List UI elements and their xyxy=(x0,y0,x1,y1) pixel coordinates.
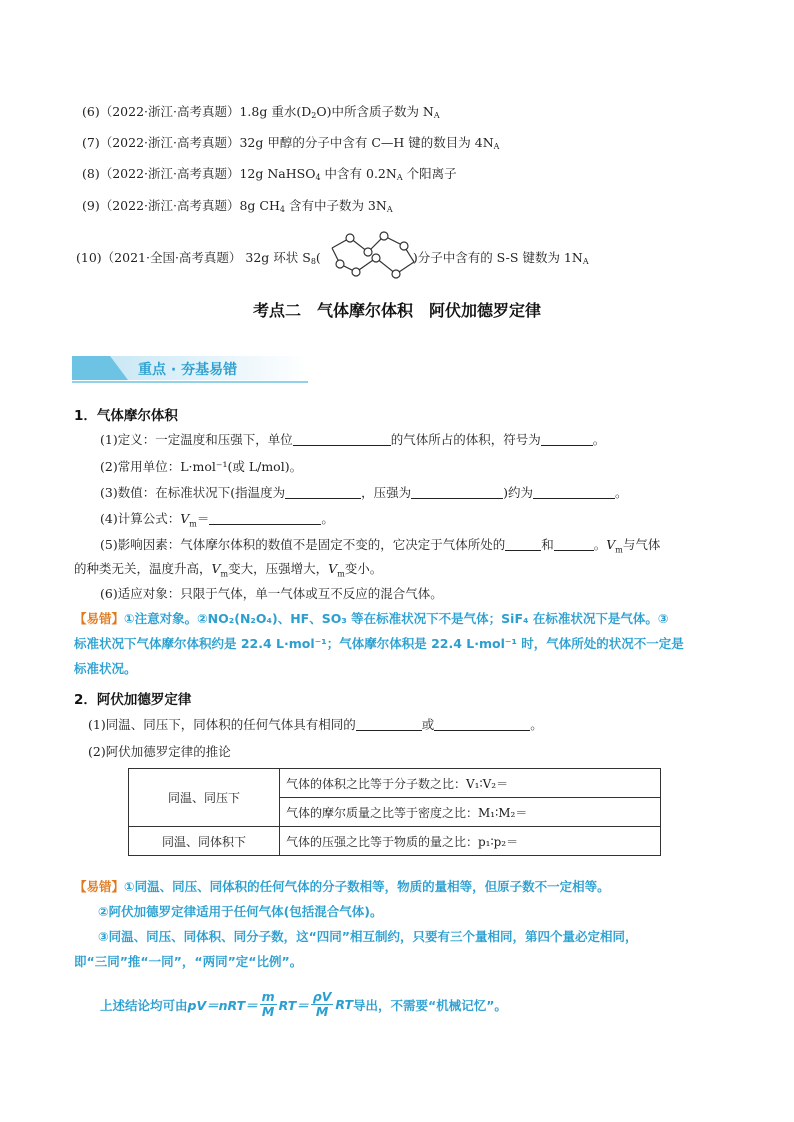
corollary-title: (2)阿伏加德罗定律的推论 xyxy=(88,744,231,759)
caution-tag: 【易错】 xyxy=(74,611,125,626)
text: 或 xyxy=(421,717,435,732)
subscript: A xyxy=(582,257,589,266)
text: )约为 xyxy=(503,485,533,500)
symbol: V xyxy=(606,537,616,552)
note-text: 上述结论均可由 xyxy=(100,997,188,1013)
question-text: O)中所含质子数为 N xyxy=(316,104,434,119)
fraction xyxy=(260,990,277,1019)
subscript: A xyxy=(433,111,440,120)
subscript: A xyxy=(386,205,393,214)
text: ，压强为 xyxy=(361,485,412,500)
numerator: m xyxy=(261,989,275,1004)
subscript: m xyxy=(220,569,229,579)
subscript: m xyxy=(189,519,197,529)
text: 变大，压强增大， xyxy=(228,561,329,576)
table-cell: 气体的压强之比等于物质的量之比：p₁∶p₂＝ xyxy=(280,827,661,856)
denominator: M xyxy=(315,1004,329,1019)
question-source: (7)（2022·浙江·高考真题） xyxy=(82,135,240,150)
text: 变小。 xyxy=(344,561,383,576)
question-text: 1.8g 重水(D xyxy=(239,104,312,119)
question-text: 8g CH xyxy=(239,198,280,213)
definition-line xyxy=(100,431,605,449)
question-source: (8)（2022·浙江·高考真题） xyxy=(82,166,240,181)
note-text: ③同温、同压、同体积、同分子数，这“四同”相互制约，只要有三个量相同，第四个量必定相同， xyxy=(98,929,638,944)
fill-blank xyxy=(533,485,615,499)
text: 与气体 xyxy=(622,537,661,552)
question-6 xyxy=(82,104,440,124)
text: 。 xyxy=(321,511,334,526)
note-text: 导出，不需要“机械记忆”。 xyxy=(352,997,507,1013)
note-text: ①同温、同压、同体积的任何气体的分子数相等，物质的量相等，但原子数不一定相等。 xyxy=(124,879,610,894)
table-row xyxy=(129,827,661,856)
s8-ring-icon xyxy=(326,228,426,280)
note-text: ①注意对象。②NO₂(N₂O₄)、HF、SO₃ 等在标准状况下不是气体；SiF₄ 在标准状况下是气体。③ xyxy=(124,611,669,626)
formula-note xyxy=(100,990,507,1019)
fill-blank xyxy=(505,537,541,551)
question-text: )分子中含有的 S-S 键数为 1N xyxy=(412,250,583,265)
text: 的种类无关，温度升高， xyxy=(74,561,212,576)
text: ＝ xyxy=(196,511,210,526)
question-text: 32g 甲醇的分子中含有 C—H 键的数目为 4N xyxy=(239,135,494,150)
text: 。 xyxy=(592,432,606,447)
formula-text: pV＝nRT＝ xyxy=(187,997,258,1013)
note-text: 标准状况下气体摩尔体积约是 22.4 L·mol⁻¹；气体摩尔体积是 22.4 L·mol⁻¹ 时，气体所处的状况不一定是 xyxy=(74,636,684,651)
fill-blank xyxy=(285,485,361,499)
table-cell: 同温、同体积下 xyxy=(129,827,280,856)
fill-blank xyxy=(554,537,594,551)
subscript: 8 xyxy=(310,257,316,266)
question-source: (10)（2021·全国·高考真题） xyxy=(76,250,242,265)
formula-text: RT＝ xyxy=(278,997,309,1013)
text: 。 xyxy=(593,537,607,552)
note-text: ②阿伏加德罗定律适用于任何气体(包括混合气体)。 xyxy=(98,904,383,919)
factor-line-1 xyxy=(100,536,660,560)
note-text: 即“三同”推“一同”，“两同”定“比例”。 xyxy=(74,954,303,969)
fill-blank xyxy=(209,511,321,525)
question-text: ( xyxy=(315,250,321,265)
subscript: A xyxy=(396,173,403,182)
law-line xyxy=(88,716,543,734)
section-title: 1．气体摩尔体积 xyxy=(74,408,178,424)
section-title: 2．阿伏加德罗定律 xyxy=(74,692,192,708)
text: (4)计算公式： xyxy=(100,511,181,526)
subscript: 4 xyxy=(279,205,285,214)
table-cell: 气体的摩尔质量之比等于密度之比：M₁∶M₂＝ xyxy=(280,798,661,827)
fill-blank xyxy=(411,485,503,499)
corollary-table xyxy=(128,768,661,856)
question-text: 个阳离子 xyxy=(402,166,457,181)
text: (3)数值：在标准状况下(指温度为 xyxy=(100,485,286,500)
text: 的气体所占的体积，符号为 xyxy=(390,432,541,447)
caution-note-1 xyxy=(74,606,724,681)
text: 。 xyxy=(615,485,628,500)
fraction xyxy=(311,990,334,1019)
subscript: m xyxy=(615,545,623,555)
symbol: V xyxy=(328,561,338,576)
denominator: M xyxy=(261,1004,275,1019)
formula-text: RT xyxy=(335,997,353,1012)
fill-blank xyxy=(541,432,593,446)
table-cell: 气体的体积之比等于分子数之比：V₁∶V₂＝ xyxy=(280,769,661,798)
fill-blank xyxy=(293,432,391,446)
unit-line: (2)常用单位：L·mol⁻¹(或 L/mol)。 xyxy=(100,459,303,474)
subscript: 4 xyxy=(315,173,321,182)
numerator: ρV xyxy=(312,989,332,1004)
question-9 xyxy=(82,198,393,218)
subscript: A xyxy=(493,142,500,151)
question-text: 中含有 0.2N xyxy=(320,166,397,181)
table-cell: 同温、同压下 xyxy=(129,769,280,827)
subscript: m xyxy=(337,569,345,579)
factor-line-2 xyxy=(74,560,382,584)
fill-blank xyxy=(356,717,422,731)
caution-note-2 xyxy=(74,874,724,974)
text: 。 xyxy=(530,717,543,732)
table-row xyxy=(129,769,661,798)
question-8 xyxy=(82,166,457,186)
object-line: (6)适应对象：只限于气体，单一气体或互不反应的混合气体。 xyxy=(100,586,443,601)
text: (5)影响因素：气体摩尔体积的数值不是固定不变的，它决定于气体所处的 xyxy=(100,537,506,552)
subscript: 2 xyxy=(311,111,317,120)
question-source: (9)（2022·浙江·高考真题） xyxy=(82,198,240,213)
caution-tag: 【易错】 xyxy=(74,879,125,894)
question-text: 12g NaHSO xyxy=(239,166,316,181)
page-title: 考点二 气体摩尔体积 阿伏加德罗定律 xyxy=(252,301,541,320)
text: 和 xyxy=(541,537,554,552)
question-text: 含有中子数为 3N xyxy=(284,198,387,213)
symbol: V xyxy=(211,561,221,576)
text: (1)同温、同压下，同体积的任何气体具有相同的 xyxy=(88,717,356,732)
text: (1)定义：一定温度和压强下，单位 xyxy=(100,432,293,447)
question-text: 32g 环状 S xyxy=(245,250,311,265)
fill-blank xyxy=(434,717,530,731)
question-7 xyxy=(82,135,499,155)
value-line xyxy=(100,484,628,502)
note-text: 标准状况。 xyxy=(74,661,137,676)
symbol: V xyxy=(180,511,190,526)
banner-label: 重点 · 夯基易错 xyxy=(138,362,238,378)
formula-line xyxy=(100,510,334,534)
question-source: (6)（2022·浙江·高考真题） xyxy=(82,104,240,119)
